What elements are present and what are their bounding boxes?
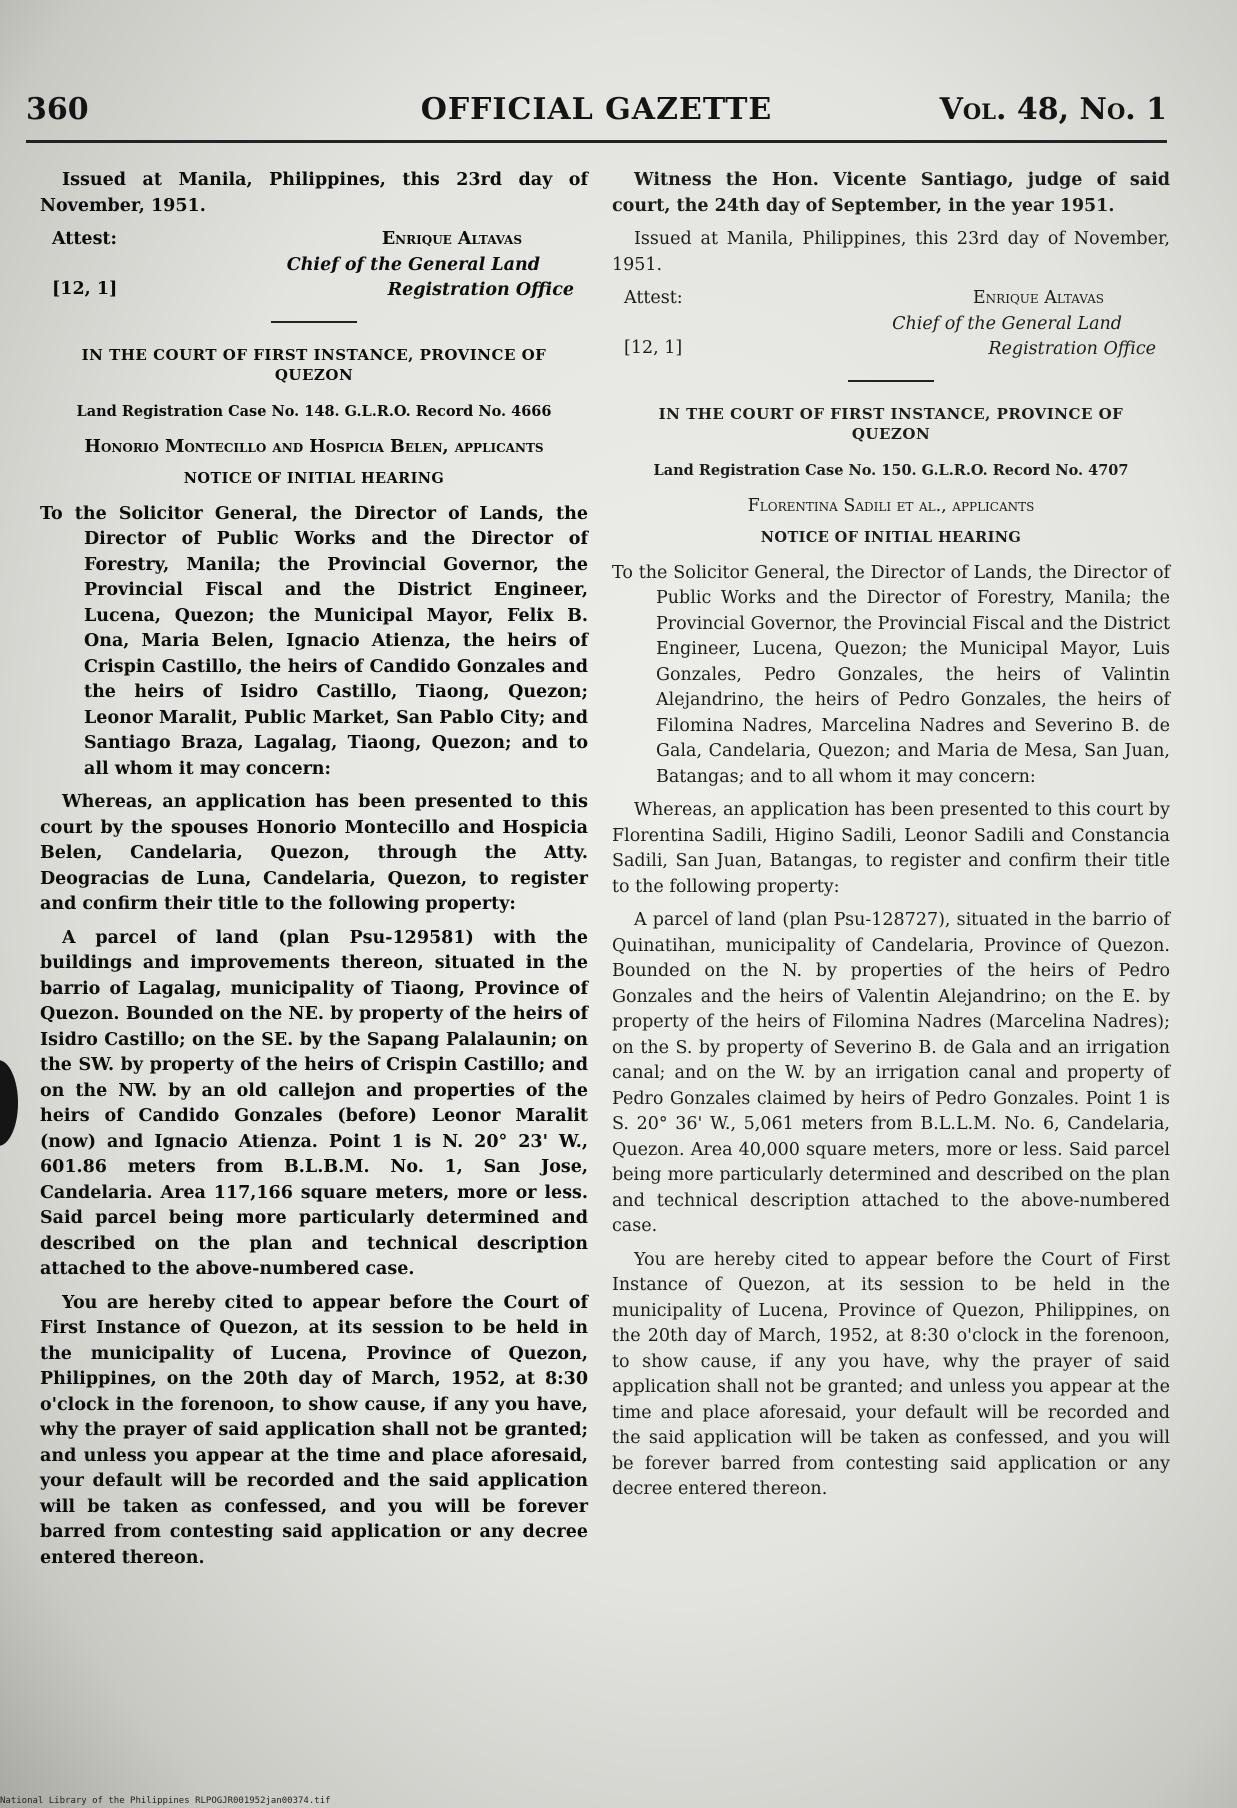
notice-title: NOTICE OF INITIAL HEARING <box>183 470 445 487</box>
left-column <box>40 168 588 1579</box>
case-number: Land Registration Case No. 148. G.L.R.O. Record No. 4666 <box>76 403 552 420</box>
page-header <box>26 92 1167 136</box>
section-divider <box>848 380 934 382</box>
section-divider <box>271 321 357 323</box>
case-number: Land Registration Case No. 150. G.L.R.O. Record No. 4707 <box>653 462 1129 479</box>
reference-number: [12, 1] <box>624 338 683 358</box>
volume-number: Vol. 48, No. 1 <box>939 92 1167 127</box>
court-heading: IN THE COURT OF FIRST INSTANCE, PROVINCE OF QUEZON <box>658 405 1124 443</box>
signature-block <box>892 286 1156 363</box>
attest-block <box>40 227 588 303</box>
right-column <box>612 168 1170 1511</box>
addressees: To the Solicitor General, the Director of Lands, the Director of Public Works and the Director of Forestry, Manila; the Provincial Governor, the Provincial Fiscal and the District Engineer, Lucena, Quezon; the Municipal Mayor, Luis Gonzales, Pedro Gonzales, the heirs of Valintin Alejandrino, the heirs of Pedro Gonzales, the heirs of Filomina Nadres, Marcelina Nadres and Severino B. de Gala, Candelaria, Quezon; and Maria de Mesa, San Juan, Batangas; and to all whom it may concern: <box>612 562 1170 787</box>
cited-paragraph: You are hereby cited to appear before the Court of First Instance of Quezon, at its session to be held in the municipality of Lucena, Province of Quezon, Philippines, on the 20th day of March, 1952, at 8:30 o'clock in the forenoon, to show cause, if any you have, why the prayer of said application shall not be granted; and unless you appear at the time and place aforesaid, your default will be recorded and the said application will be taken as confessed, and you will be forever barred from contesting said application or any decree entered thereon. <box>612 1249 1170 1499</box>
scan-footer: National Library of the Philippines RLPOGJR001952jan00374.tif <box>0 1796 331 1806</box>
reference-number: [12, 1] <box>52 279 118 299</box>
addressees: To the Solicitor General, the Director of Lands, the Director of Public Works and the Director of Forestry, Manila; the Provincial Governor, the Provincial Fiscal and the District Engineer, Lucena, Quezon; the Municipal Mayor, Felix B. Ona, Maria Belen, Ignacio Atienza, the heirs of Crispin Castillo, the heirs of Candido Gonzales and the heirs of Isidro Castillo, Tiaong, Quezon; Leonor Maralit, Public Market, San Pablo City; and Santiago Braza, Lagalag, Tiaong, Quezon; and to all whom it may concern: <box>40 503 588 779</box>
binding-hole <box>0 1060 18 1146</box>
whereas-paragraph: Whereas, an application has been presented to this court by Florentina Sadili, Higino Sadili, Leonor Sadili and Constancia Sadili, San Juan, Batangas, to register and confirm their title to the following property: <box>612 800 1170 897</box>
notice-title: NOTICE OF INITIAL HEARING <box>760 529 1022 546</box>
signer-title-1: Chief of the General Land <box>286 254 540 275</box>
header-rule <box>26 140 1167 143</box>
signer-name: Enrique Altavas <box>381 229 522 249</box>
signer-title-1: Chief of the General Land <box>892 313 1122 334</box>
attest-label: Attest: <box>624 288 683 308</box>
attest-block <box>612 286 1170 362</box>
applicants: Florentina Sadili et al., applicants <box>747 495 1035 516</box>
publication-title: OFFICIAL GAZETTE <box>420 92 773 127</box>
signature-block <box>287 227 574 304</box>
whereas-paragraph: Whereas, an application has been presented to this court by the spouses Honorio Montecillo and Hospicia Belen, Candelaria, Quezon, through the Atty. Deogracias de Luna, Candelaria, Quezon, to register and confirm their title to the following property: <box>40 792 588 914</box>
cited-paragraph: You are hereby cited to appear before the Court of First Instance of Quezon, at its session to be held in the municipality of Lucena, Province of Quezon, Philippines, on the 20th day of March, 1952, at 8:30 o'clock in the forenoon, to show cause, if any you have, why the prayer of said application shall not be granted; and unless you appear at the time and place aforesaid, your default will be recorded and the said application will be taken as confessed, and you will be forever barred from contesting said application or any decree entered thereon. <box>40 1292 588 1568</box>
signer-title-2: Registration Office <box>988 339 1156 359</box>
page-number: 360 <box>26 92 89 127</box>
applicants: Honorio Montecillo and Hospicia Belen, applicants <box>84 436 544 457</box>
witness-text: Witness the Hon. Vicente Santiago, judge of said court, the 24th day of September, in the year 1951. <box>612 170 1170 216</box>
issued-text: Issued at Manila, Philippines, this 23rd day of November, 1951. <box>40 170 588 216</box>
issued-text: Issued at Manila, Philippines, this 23rd day of November, 1951. <box>612 229 1170 275</box>
signer-title-2: Registration Office <box>387 280 574 300</box>
parcel-paragraph: A parcel of land (plan Psu-129581) with the buildings and improvements thereon, situated in the barrio of Lagalag, municipality of Tiaong, Province of Quezon. Bounded on the NE. by property of the heirs of Isidro Castillo; on the SE. by the Sapang Palalaunin; on the SW. by property of the heirs of Crispin Castillo; and on the NW. by an old callejon and properties of the heirs of Candido Gonzales (before) Leonor Maralit (now) and Ignacio Atienza. Point 1 is N. 20° 23' W., 601.86 meters from B.L.B.M. No. 1, San Jose, Candelaria. Area 117,166 square meters, more or less. Said parcel being more particularly determined and described on the plan and technical description attached to the above-numbered case. <box>40 927 588 1279</box>
court-heading: IN THE COURT OF FIRST INSTANCE, PROVINCE OF QUEZON <box>81 346 547 384</box>
signer-name: Enrique Altavas <box>972 288 1104 308</box>
attest-label: Attest: <box>52 229 117 249</box>
parcel-paragraph: A parcel of land (plan Psu-128727), situated in the barrio of Quinatihan, municipality of Candelaria, Province of Quezon. Bounded on the N. by properties of the heirs of Pedro Gonzales and the heirs of Valentin Alejandrino; on the E. by property of the heirs of Filomina Nadres (Marcelina Nadres); on the S. by property of Severino B. de Gala and an irrigation canal; and on the W. by an irrigation canal and property of Pedro Gonzales claimed by heirs of Pedro Gonzales. Point 1 is S. 20° 36' W., 5,061 meters from B.L.L.M. No. 6, Candelaria, Quezon. Area 40,000 square meters, more or less. Said parcel being more particularly determined and described on the plan and technical description attached to the above-numbered case. <box>612 910 1170 1236</box>
